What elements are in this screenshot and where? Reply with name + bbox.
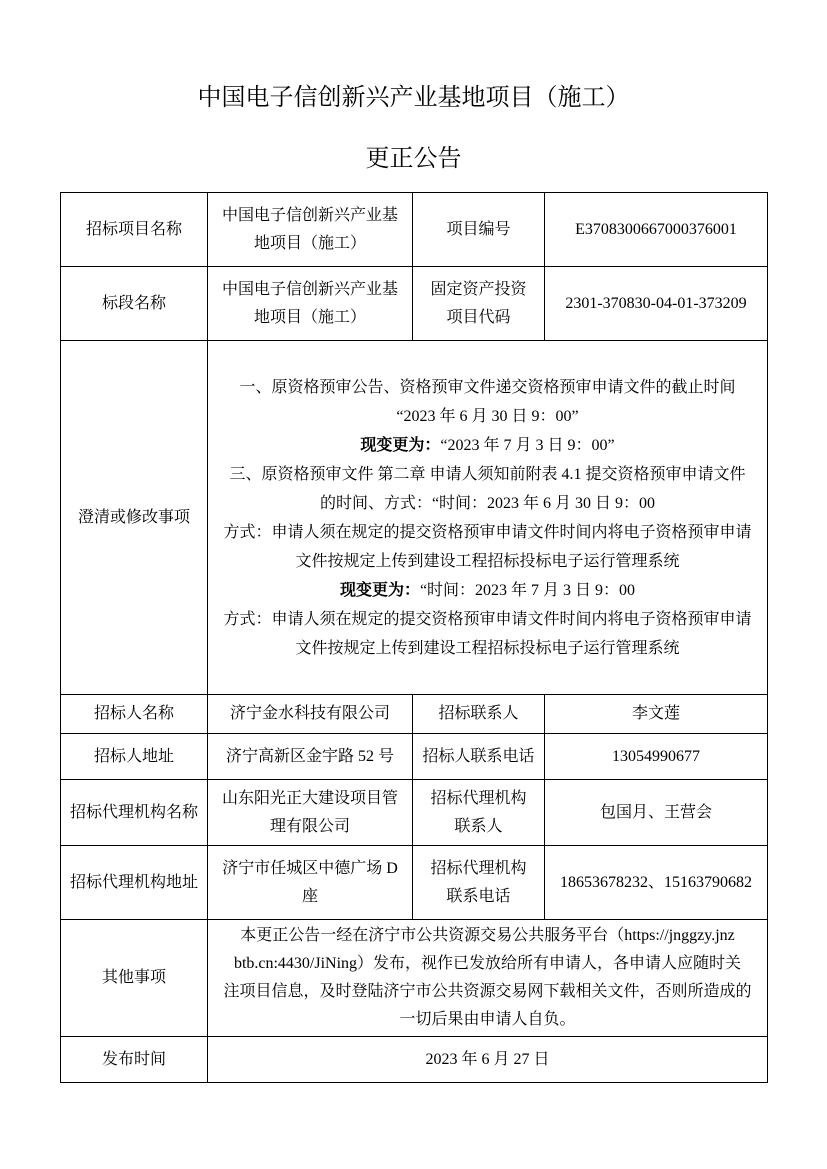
clarification-line xyxy=(212,460,763,489)
label-project-number: 项目编号 xyxy=(413,193,545,267)
clarification-line-text: 文件按规定上传到建设工程招标投标电子运行管理系统 xyxy=(295,552,680,570)
clarification-line-text: “2023 年 6 月 30 日 9：00” xyxy=(396,407,579,425)
label-bidder-phone: 招标人联系电话 xyxy=(413,734,545,780)
announcement-table xyxy=(60,192,768,1083)
table-row-project xyxy=(61,193,768,267)
table-row-other xyxy=(61,920,768,1037)
value-bidder-name: 济宁金水科技有限公司 xyxy=(208,695,413,734)
value-agency-address: 济宁市任城区中德广场 D 座 xyxy=(208,846,413,920)
page-title: 中国电子信创新兴产业基地项目（施工） xyxy=(197,85,630,111)
value-clarification xyxy=(208,341,768,695)
clarification-line-text: 方式：申请人须在规定的提交资格预审申请文件时间内将电子资格预审申请 xyxy=(223,523,752,541)
value-agency-contact: 包国月、王营会 xyxy=(545,780,768,846)
value-fixed-asset-code: 2301-370830-04-01-373209 xyxy=(545,267,768,341)
label-clarification: 澄清或修改事项 xyxy=(61,341,208,695)
clarification-line-text: “时间：2023 年 7 月 3 日 9：00 xyxy=(419,581,636,599)
value-agency-name: 山东阳光正大建设项目管 理有限公司 xyxy=(208,780,413,846)
clarification-line-text: 三、原资格预审文件 第二章 申请人须知前附表 4.1 提交资格预审申请文件 xyxy=(229,465,746,483)
label-bidder-address: 招标人地址 xyxy=(61,734,208,780)
clarification-line xyxy=(212,373,763,402)
table-row-publish xyxy=(61,1037,768,1083)
clarification-line-prefix: 现变更为： xyxy=(339,581,420,599)
label-publish-time: 发布时间 xyxy=(61,1037,208,1083)
label-agency-phone: 招标代理机构 联系电话 xyxy=(413,846,545,920)
table-row-bidder-name xyxy=(61,695,768,734)
page-subtitle: 更正公告 xyxy=(365,146,462,172)
clarification-line xyxy=(212,431,763,460)
value-section-name: 中国电子信创新兴产业基 地项目（施工） xyxy=(208,267,413,341)
clarification-line xyxy=(212,605,763,634)
clarification-line xyxy=(212,402,763,431)
table-row-agency-address xyxy=(61,846,768,920)
value-bidder-address: 济宁高新区金宇路 52 号 xyxy=(208,734,413,780)
table-row-section xyxy=(61,267,768,341)
clarification-line xyxy=(212,489,763,518)
value-agency-phone: 18653678232、15163790682 xyxy=(545,846,768,920)
label-bidder-contact: 招标联系人 xyxy=(413,695,545,734)
label-agency-name: 招标代理机构名称 xyxy=(61,780,208,846)
value-other-matters: 本更正公告一经在济宁市公共资源交易公共服务平台（https://jnggzy.jnz btb.cn:4430/JiNing）发布，视作已发放给所有申请人，各申请人应随时关 注项目信息，及时登陆济宁市公共资源交易网下载相关文件，否则所造成的 一切后果由申请人自负。 xyxy=(208,920,768,1037)
clarification-line-text: 一、原资格预审公告、资格预审文件递交资格预审申请文件的截止时间 xyxy=(239,378,736,396)
clarification-line-text: 文件按规定上传到建设工程招标投标电子运行管理系统 xyxy=(295,639,680,657)
label-other-matters: 其他事项 xyxy=(61,920,208,1037)
value-project-number: E3708300667000376001 xyxy=(545,193,768,267)
clarification-line xyxy=(212,547,763,576)
value-bidder-phone: 13054990677 xyxy=(545,734,768,780)
clarification-line-text: “2023 年 7 月 3 日 9：00” xyxy=(440,436,615,454)
clarification-line-text: 的时间、方式：“时间：2023 年 6 月 30 日 9：00 xyxy=(319,494,656,512)
value-bidder-contact: 李文莲 xyxy=(545,695,768,734)
clarification-line xyxy=(212,634,763,663)
clarification-line-text: 方式：申请人须在规定的提交资格预审申请文件时间内将电子资格预审申请 xyxy=(223,610,752,628)
value-tender-project-name: 中国电子信创新兴产业基 地项目（施工） xyxy=(208,193,413,267)
value-publish-time: 2023 年 6 月 27 日 xyxy=(208,1037,768,1083)
table-row-clarification xyxy=(61,341,768,695)
table-row-agency-name xyxy=(61,780,768,846)
label-agency-address: 招标代理机构地址 xyxy=(61,846,208,920)
label-fixed-asset-code: 固定资产投资 项目代码 xyxy=(413,267,545,341)
clarification-line-prefix: 现变更为： xyxy=(360,436,441,454)
table-row-bidder-address xyxy=(61,734,768,780)
label-agency-contact: 招标代理机构 联系人 xyxy=(413,780,545,846)
label-bidder-name: 招标人名称 xyxy=(61,695,208,734)
label-tender-project-name: 招标项目名称 xyxy=(61,193,208,267)
label-section-name: 标段名称 xyxy=(61,267,208,341)
clarification-line xyxy=(212,576,763,605)
clarification-line xyxy=(212,518,763,547)
